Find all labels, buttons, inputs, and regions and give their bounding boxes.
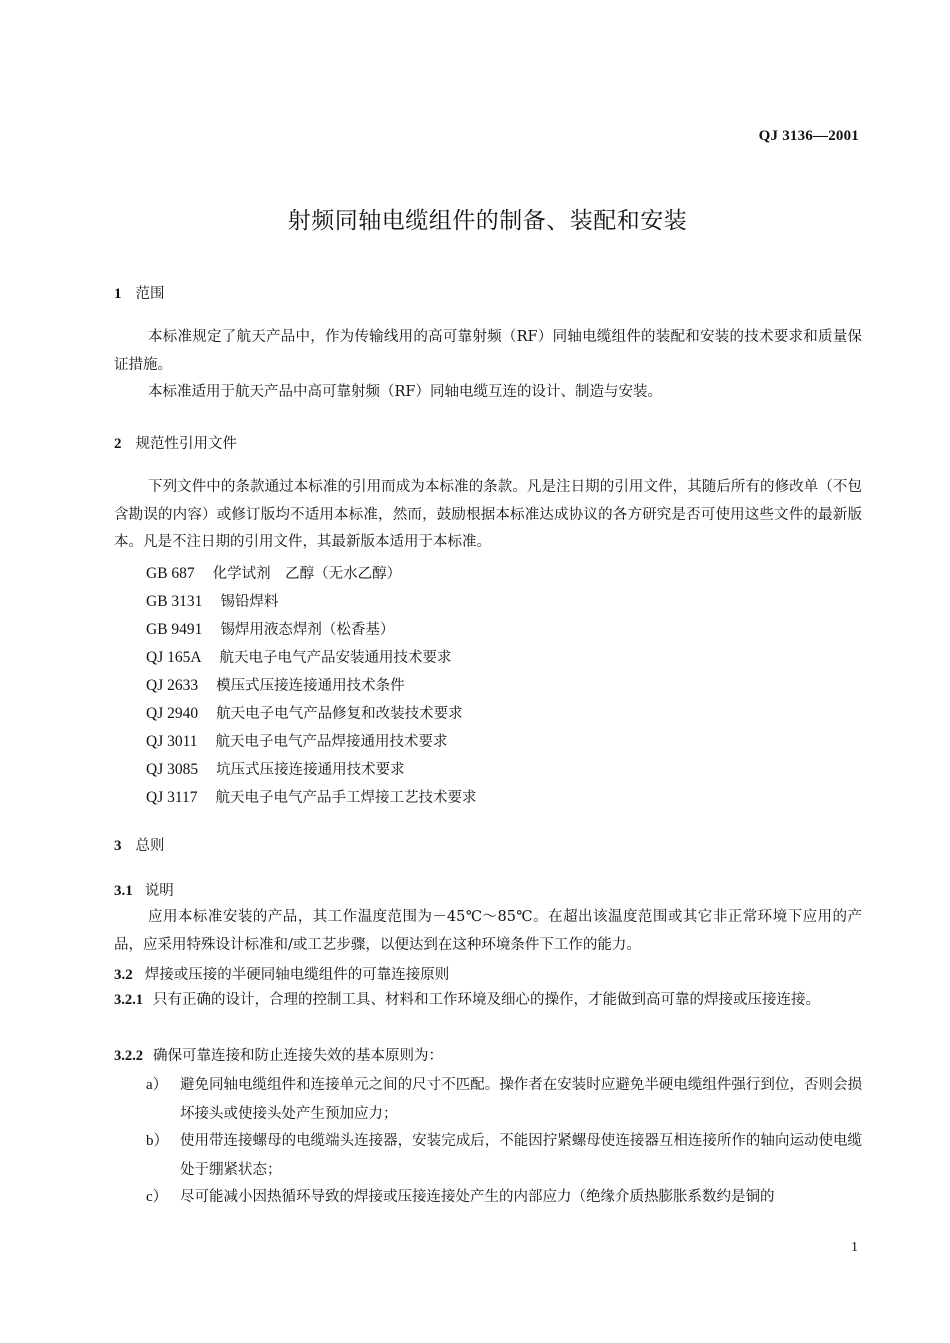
list-item-a <box>146 1071 862 1128</box>
list-item-text: 避免同轴电缆组件和连接单元之间的尺寸不匹配。操作者在安装时应避免半硬电缆组件强行到位，否则会损坏接头或使接头处产生预加应力； <box>180 1077 862 1122</box>
reference-code: QJ 3117 <box>146 789 198 806</box>
reference-title: 航天电子电气产品修复和改装技术要求 <box>216 706 463 722</box>
section-1-heading <box>114 282 165 303</box>
subsection-title: 说明 <box>144 883 174 899</box>
reference-item <box>146 730 448 751</box>
reference-item <box>146 786 477 807</box>
section-number: 3 <box>114 838 122 854</box>
section-3-heading <box>114 834 165 855</box>
section-number: 2 <box>114 436 122 452</box>
scope-paragraph-2: 本标准适用于航天产品中高可靠射频（RF）同轴电缆互连的设计、制造与安装。 <box>148 384 662 400</box>
reference-code: GB 9491 <box>146 621 203 638</box>
reference-title: 航天电子电气产品安装通用技术要求 <box>219 650 452 666</box>
reference-title: 化学试剂 乙醇（无水乙醇） <box>212 566 402 582</box>
clause-3-2-1 <box>114 987 862 1015</box>
list-item-b <box>146 1127 862 1184</box>
section-title: 规范性引用文件 <box>135 436 237 452</box>
reference-item <box>146 702 463 723</box>
list-item-c <box>146 1183 862 1212</box>
section-title: 总则 <box>135 838 165 854</box>
reference-code: QJ 3085 <box>146 761 199 778</box>
scope-paragraph-1: 本标准规定了航天产品中，作为传输线用的高可靠射频（RF）同轴电缆组件的装配和安装的技术要求和质量保证措施。 <box>114 329 862 373</box>
section-2-heading <box>114 432 237 453</box>
reference-item <box>146 758 405 779</box>
section-title: 范围 <box>135 286 165 302</box>
subsection-number: 3.1 <box>114 883 133 899</box>
subsection-3-1-heading <box>114 879 174 900</box>
reference-item <box>146 646 452 667</box>
list-item-text: 尽可能减小因热循环导致的焊接或压接连接处产生的内部应力（绝缘介质热膨胀系数约是铜的 <box>180 1189 775 1205</box>
reference-item <box>146 562 401 583</box>
reference-code: GB 687 <box>146 565 195 582</box>
reference-code: QJ 2940 <box>146 705 199 722</box>
reference-title: 航天电子电气产品手工焊接工艺技术要求 <box>215 790 477 806</box>
list-marker: c） <box>146 1189 168 1205</box>
document-title: 射频同轴电缆组件的制备、装配和安装 <box>287 208 688 234</box>
clause-number: 3.2.2 <box>114 1048 143 1064</box>
page-number: 1 <box>851 1240 858 1255</box>
standard-code: QJ 3136—2001 <box>758 128 859 144</box>
clause-3-2-2 <box>114 1043 862 1071</box>
list-marker: b） <box>146 1133 169 1149</box>
reference-code: QJ 165A <box>146 649 202 666</box>
clause-text: 只有正确的设计，合理的控制工具、材料和工作环境及细心的操作，才能做到高可靠的焊接或压接连接。 <box>153 992 820 1008</box>
subsection-3-1-text: 应用本标准安装的产品，其工作温度范围为－45℃～85℃。在超出该温度范围或其它非正常环境下应用的产品，应采用特殊设计标准和/或工艺步骤，以便达到在这种环境条件下工作的能力。 <box>114 909 862 953</box>
reference-title: 模压式压接连接通用技术条件 <box>216 678 405 694</box>
section-number: 1 <box>114 286 122 302</box>
reference-title: 坑压式压接连接通用技术要求 <box>216 762 405 778</box>
reference-item <box>146 674 405 695</box>
reference-title: 锡铅焊料 <box>220 594 279 610</box>
reference-title: 锡焊用液态焊剂（松香基） <box>220 622 395 638</box>
references-intro: 下列文件中的条款通过本标准的引用而成为本标准的条款。凡是注日期的引用文件，其随后所有的修改单（不包含勘误的内容）或修订版均不适用本标准，然而，鼓励根据本标准达成协议的各方研究是否可使用这些文件的最新版本。凡是不注日期的引用文件，其最新版本适用于本标准。 <box>114 479 862 550</box>
clause-number: 3.2.1 <box>114 992 143 1008</box>
clause-text: 确保可靠连接和防止连接失效的基本原则为： <box>153 1048 443 1064</box>
reference-title: 航天电子电气产品焊接通用技术要求 <box>215 734 448 750</box>
reference-item <box>146 590 278 611</box>
subsection-3-2-heading <box>114 963 449 984</box>
reference-code: QJ 3011 <box>146 733 198 750</box>
reference-code: QJ 2633 <box>146 677 199 694</box>
reference-item <box>146 618 394 639</box>
reference-code: GB 3131 <box>146 593 203 610</box>
list-item-text: 使用带连接螺母的电缆端头连接器，安装完成后，不能因拧紧螺母使连接器互相连接所作的轴向运动使电缆处于绷紧状态； <box>180 1133 862 1178</box>
subsection-number: 3.2 <box>114 967 133 983</box>
subsection-title: 焊接或压接的半硬同轴电缆组件的可靠连接原则 <box>144 967 450 983</box>
list-marker: a） <box>146 1077 168 1093</box>
